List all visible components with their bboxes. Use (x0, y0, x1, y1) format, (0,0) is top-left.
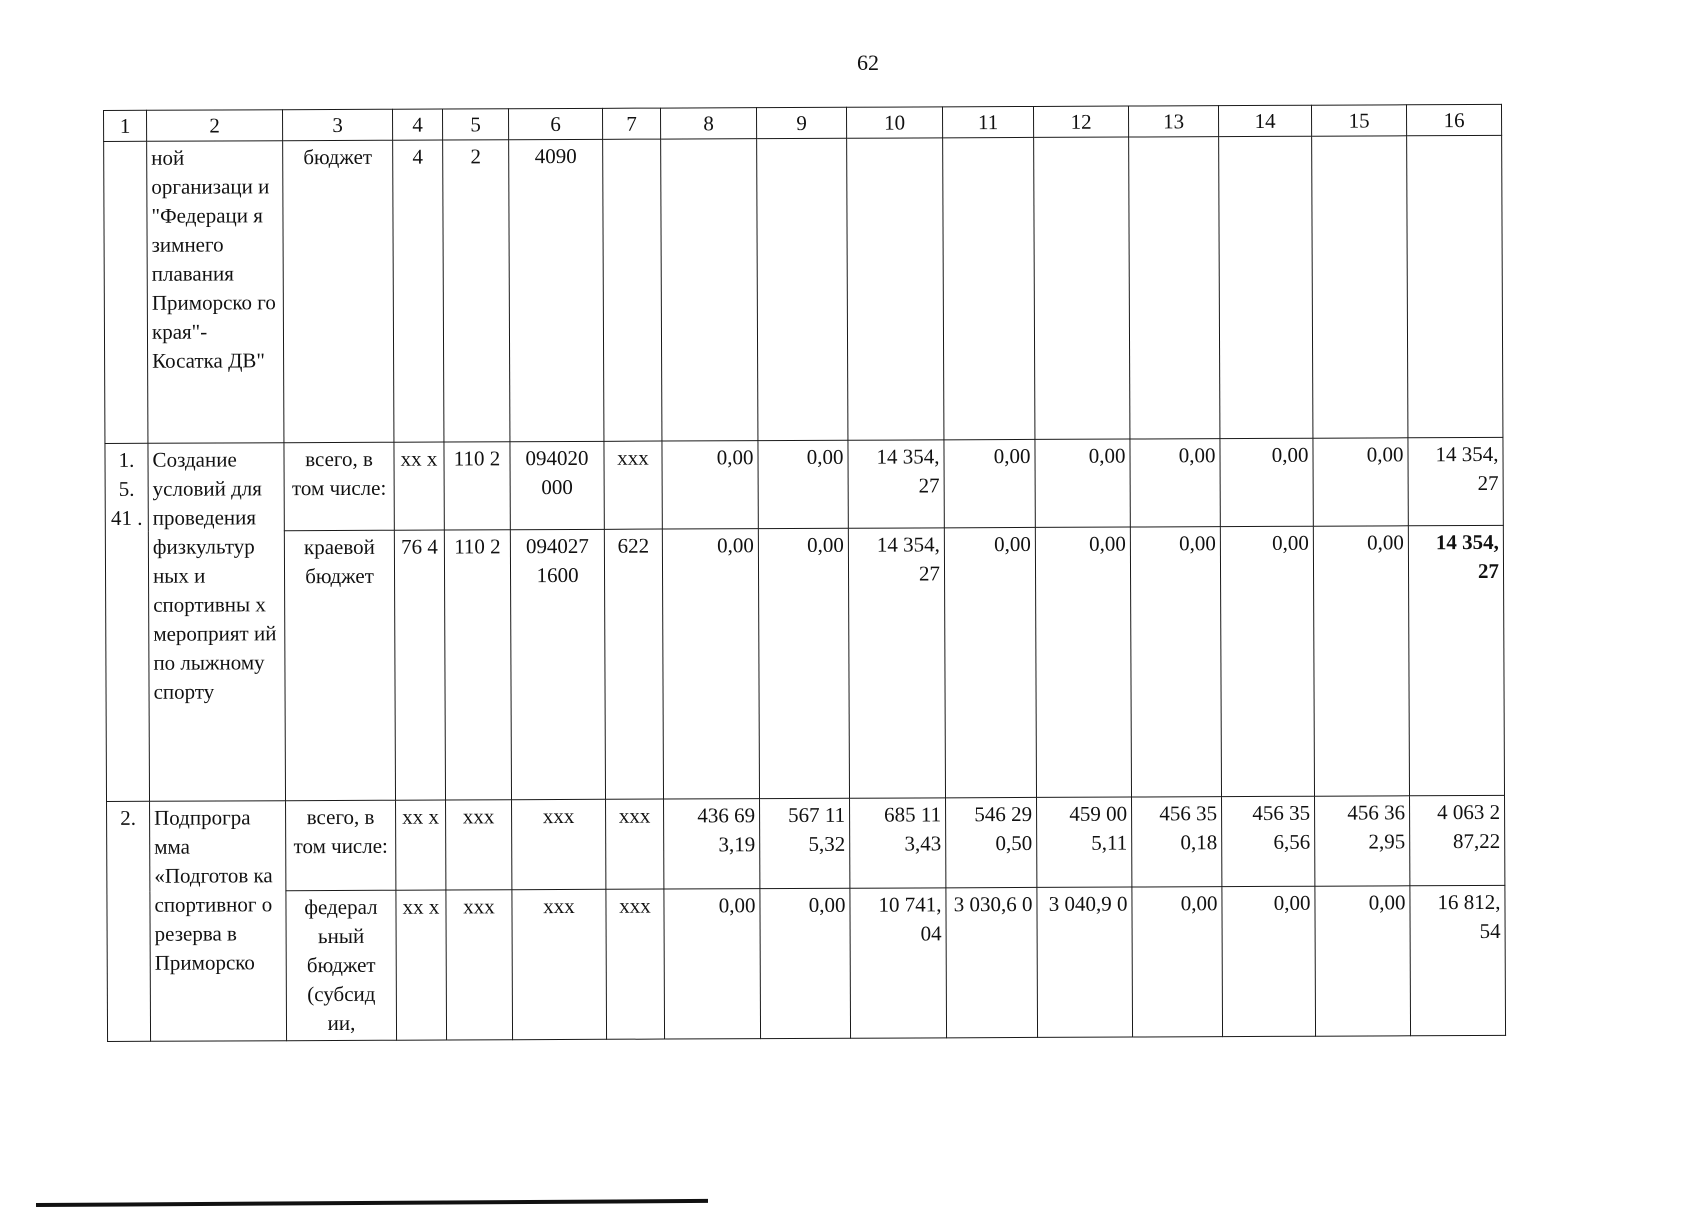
value-cell: 0,00 (1315, 886, 1411, 1036)
event-name-cell: Подпрогра мма «Подготов ка спортивног о резерва в Приморско (150, 801, 287, 1042)
value-cell (847, 138, 944, 440)
value-cell: 14 354, 27 (848, 440, 944, 528)
value-cell: 0,00 (944, 527, 1036, 797)
header-cell: 14 (1218, 105, 1311, 136)
value-cell: 456 35 6,56 (1222, 796, 1315, 886)
header-cell: 5 (442, 109, 508, 140)
value-cell (1407, 135, 1503, 437)
value-cell: 0,00 (664, 889, 761, 1039)
budget-table (103, 104, 1506, 1042)
csr-cell: 094027 1600 (510, 529, 605, 799)
grbs-cell: 4 (393, 140, 444, 442)
header-cell: 9 (756, 107, 846, 138)
value-cell: 0,00 (760, 888, 851, 1038)
value-cell: 0,00 (1130, 439, 1220, 527)
header-cell: 11 (942, 106, 1033, 137)
table-row-1-5-41-regional (105, 525, 1504, 801)
event-name-cell: ной организаци и "Федераци я зимнего плавания Приморско го края"- Косатка ДВ" (147, 141, 284, 444)
value-cell: 3 040,9 0 (1037, 887, 1133, 1037)
table-row-2-federal (107, 885, 1506, 1041)
header-cell: 16 (1406, 104, 1501, 135)
csr-cell: xxx (512, 799, 606, 889)
funding-source-cell: краевой бюджет (284, 530, 395, 800)
number-cell: 2. (107, 801, 151, 1041)
value-cell (1129, 137, 1220, 439)
vr-cell: xxx (606, 799, 664, 889)
grbs-cell: 76 4 (394, 530, 445, 800)
value-cell: 0,00 (662, 441, 758, 529)
value-cell: 0,00 (1220, 438, 1313, 526)
value-cell: 4 063 2 87,22 (1410, 795, 1505, 885)
funding-source-cell: всего, в том числе: (286, 800, 396, 890)
value-cell: 14 354, 27 (848, 528, 945, 798)
value-cell (1219, 136, 1313, 438)
bottom-rule (36, 1199, 708, 1207)
number-cell (104, 141, 148, 443)
value-cell: 3 030,6 0 (946, 887, 1038, 1037)
number-cell: 1. 5. 41 . (105, 443, 150, 801)
header-cell: 4 (392, 109, 442, 140)
value-cell: 546 29 0,50 (946, 797, 1037, 887)
value-cell: 456 36 2,95 (1315, 796, 1410, 886)
vr-cell (603, 139, 662, 441)
value-cell: 0,00 (758, 528, 849, 798)
funding-source-cell: федерал ьный бюджет (субсид ии, (286, 890, 397, 1040)
vr-cell: xxx (604, 441, 662, 529)
rzpr-cell: 110 2 (444, 442, 510, 530)
header-cell: 3 (283, 109, 393, 140)
table-row-1-5-41-total (105, 437, 1503, 531)
value-cell: 0,00 (1035, 439, 1130, 527)
value-cell: 0,00 (1313, 526, 1409, 796)
value-cell (943, 137, 1035, 439)
page-number: 62 (857, 50, 879, 75)
header-cell: 12 (1033, 106, 1128, 137)
value-cell: 0,00 (1313, 438, 1408, 526)
header-cell: 2 (147, 110, 283, 142)
value-cell: 16 812, 54 (1410, 885, 1506, 1035)
value-cell: 685 11 3,43 (850, 798, 946, 888)
event-name-cell: Создание условий для проведения физкультур ных и спортивны х мероприят ий по лыжному спорту (148, 443, 286, 802)
value-cell: 0,00 (1132, 887, 1223, 1037)
value-cell: 10 741, 04 (850, 888, 947, 1038)
value-cell: 0,00 (944, 439, 1035, 527)
value-cell: 0,00 (758, 440, 848, 528)
table-row-continuation (104, 135, 1503, 443)
funding-source-cell: всего, в том числе: (284, 442, 394, 530)
value-cell: 14 354, 27 (1408, 525, 1504, 795)
header-cell: 8 (660, 108, 756, 139)
value-cell: 0,00 (1130, 527, 1221, 797)
value-cell: 0,00 (662, 529, 759, 799)
value-cell: 456 35 0,18 (1132, 797, 1222, 887)
value-cell (1034, 137, 1130, 439)
grbs-cell: xx x (396, 890, 447, 1040)
value-cell: 567 11 5,32 (760, 798, 850, 888)
table-row-2-total (107, 795, 1505, 891)
grbs-cell: xx x (394, 442, 444, 530)
vr-cell: 622 (604, 529, 663, 799)
value-cell (757, 138, 848, 440)
rzpr-cell: 2 (443, 140, 510, 442)
value-cell: 459 00 5,11 (1037, 797, 1132, 887)
grbs-cell: xx x (396, 800, 446, 890)
value-cell: 0,00 (1222, 886, 1316, 1036)
rzpr-cell: xxx (446, 800, 512, 890)
csr-cell: 094020 000 (510, 441, 604, 529)
value-cell (1312, 136, 1408, 438)
value-cell: 436 69 3,19 (664, 799, 760, 889)
value-cell: 0,00 (1220, 526, 1314, 796)
header-cell: 10 (846, 107, 942, 138)
header-cell: 13 (1128, 106, 1218, 137)
csr-cell: 4090 (509, 139, 604, 441)
rzpr-cell: xxx (446, 890, 513, 1040)
value-cell: 0,00 (1035, 527, 1131, 797)
value-cell: 14 354, 27 (1408, 437, 1503, 525)
vr-cell: xxx (606, 889, 665, 1039)
funding-source-cell: бюджет (283, 140, 394, 442)
header-cell: 15 (1311, 105, 1406, 136)
csr-cell: xxx (512, 889, 607, 1039)
header-cell: 1 (104, 110, 147, 141)
header-cell: 6 (508, 108, 602, 139)
value-cell (661, 139, 758, 441)
header-cell: 7 (602, 108, 660, 139)
rzpr-cell: 110 2 (444, 530, 511, 800)
